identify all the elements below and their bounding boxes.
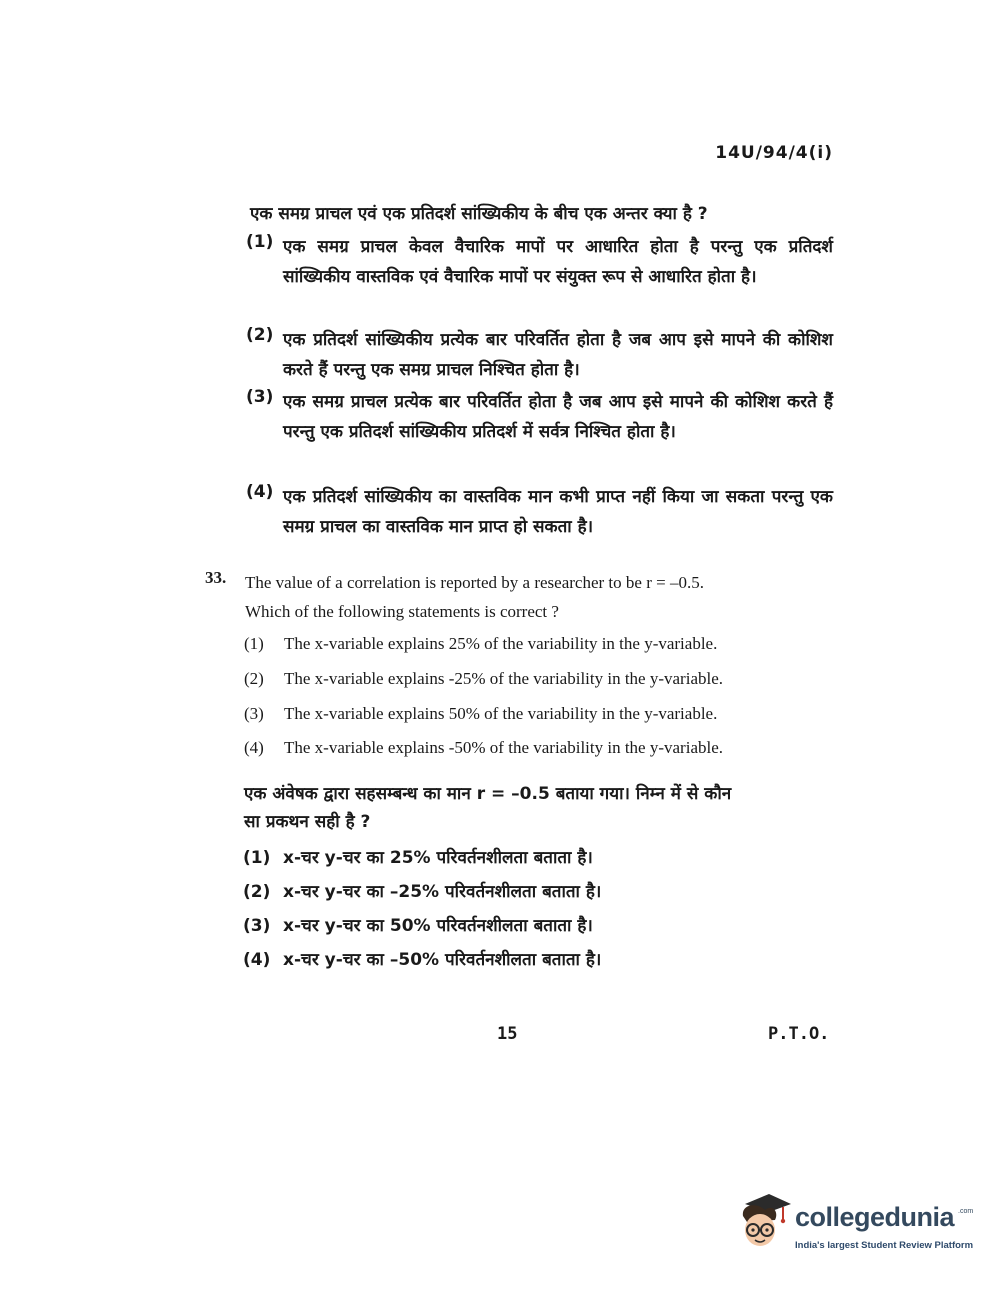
q33-question-line2: Which of the following statements is correct ? (245, 602, 559, 621)
brand-domain: .com (958, 1208, 974, 1215)
q33-hindi-option-3 (243, 914, 593, 938)
option-number: (2) (244, 669, 264, 688)
q32-option-3 (246, 387, 832, 477)
option-text: x-चर y-चर का 25% परिवर्तनशीलता बताता है। (283, 848, 593, 868)
option-number: (2) (246, 325, 274, 345)
option-text: The x-variable explains -50% of the variability in the y-variable. (284, 738, 724, 757)
q33-option-4 (244, 737, 723, 759)
q33-question (245, 568, 835, 626)
option-number: (1) (243, 848, 271, 868)
q32-option-4 (246, 482, 832, 542)
q32-option-1 (246, 232, 832, 322)
option-text: एक समग्र प्राचल प्रत्येक बार परिवर्तित होता है जब आप इसे मापने की कोशिश करते हैं परन्तु एक प्रतिदर्श सांख्यिकीय प्रतिदर्श में सर्वत्र निश्चित होता है। (283, 392, 833, 442)
q33-question-line1: The value of a correlation is reported by a researcher to be r = –0.5. (245, 573, 704, 592)
brand-tagline: India's largest Student Review Platform (795, 1240, 974, 1251)
option-number: (1) (244, 634, 264, 653)
brand-name: collegedunia (795, 1202, 955, 1232)
q32-hindi-question: एक समग्र प्राचल एवं एक प्रतिदर्श सांख्यिकीय के बीच एक अन्तर क्या है ? (250, 204, 708, 224)
option-number: (3) (246, 387, 274, 407)
option-text: x-चर y-चर का –50% परिवर्तनशीलता बताता है। (283, 950, 602, 970)
q33-option-1 (244, 633, 717, 655)
option-number: (4) (246, 482, 274, 502)
option-number: (2) (243, 882, 271, 902)
q33-option-3 (244, 703, 717, 725)
q33-hindi-question-line1: एक अंवेषक द्वारा सहसम्बन्ध का मान r = –0.5 बताया गया। निम्न में से कौन (244, 784, 732, 804)
option-text: x-चर y-चर का 50% परिवर्तनशीलता बताता है। (283, 916, 593, 936)
option-text: एक समग्र प्राचल केवल वैचारिक मापों पर आधारित होता है परन्तु एक प्रतिदर्श सांख्यिकीय वास्तविक एवं वैचारिक मापों पर संयुक्त रूप से आधारित होता है। (283, 237, 833, 287)
option-number: (3) (244, 704, 264, 723)
q32-option-2 (246, 325, 832, 385)
paper-code: 14U/94/4(i) (715, 143, 833, 163)
option-text: x-चर y-चर का –25% परिवर्तनशीलता बताता है। (283, 882, 602, 902)
option-number: (1) (246, 232, 274, 252)
q33-hindi-option-1 (243, 846, 593, 870)
option-number: (4) (243, 950, 271, 970)
question-number: 33. (205, 568, 227, 587)
q33-option-2 (244, 668, 723, 690)
q33-hindi-option-2 (243, 880, 601, 904)
option-text: एक प्रतिदर्श सांख्यिकीय प्रत्येक बार परिवर्तित होता है जब आप इसे मापने की कोशिश करते हैं परन्तु एक समग्र प्राचल निश्चित होता है। (283, 330, 833, 380)
option-text: एक प्रतिदर्श सांख्यिकीय का वास्तविक मान कभी प्राप्त नहीं किया जा सकता परन्तु एक समग्र प्राचल का वास्तविक मान प्राप्त हो सकता है। (283, 487, 833, 537)
option-text: The x-variable explains 25% of the variability in the y-variable. (284, 634, 718, 653)
q33-hindi-question (244, 780, 844, 836)
option-text: The x-variable explains 50% of the variability in the y-variable. (284, 704, 718, 723)
mascot-icon (735, 1190, 793, 1256)
option-number: (3) (243, 916, 271, 936)
option-text: The x-variable explains -25% of the variability in the y-variable. (284, 669, 724, 688)
collegedunia-logo (735, 1190, 974, 1260)
q33-hindi-option-4 (243, 948, 601, 972)
option-number: (4) (244, 738, 264, 757)
pto-label: P.T.O. (768, 1024, 830, 1044)
page-number: 15 (497, 1024, 518, 1044)
q33-hindi-question-line2: सा प्रकथन सही है ? (244, 812, 371, 832)
